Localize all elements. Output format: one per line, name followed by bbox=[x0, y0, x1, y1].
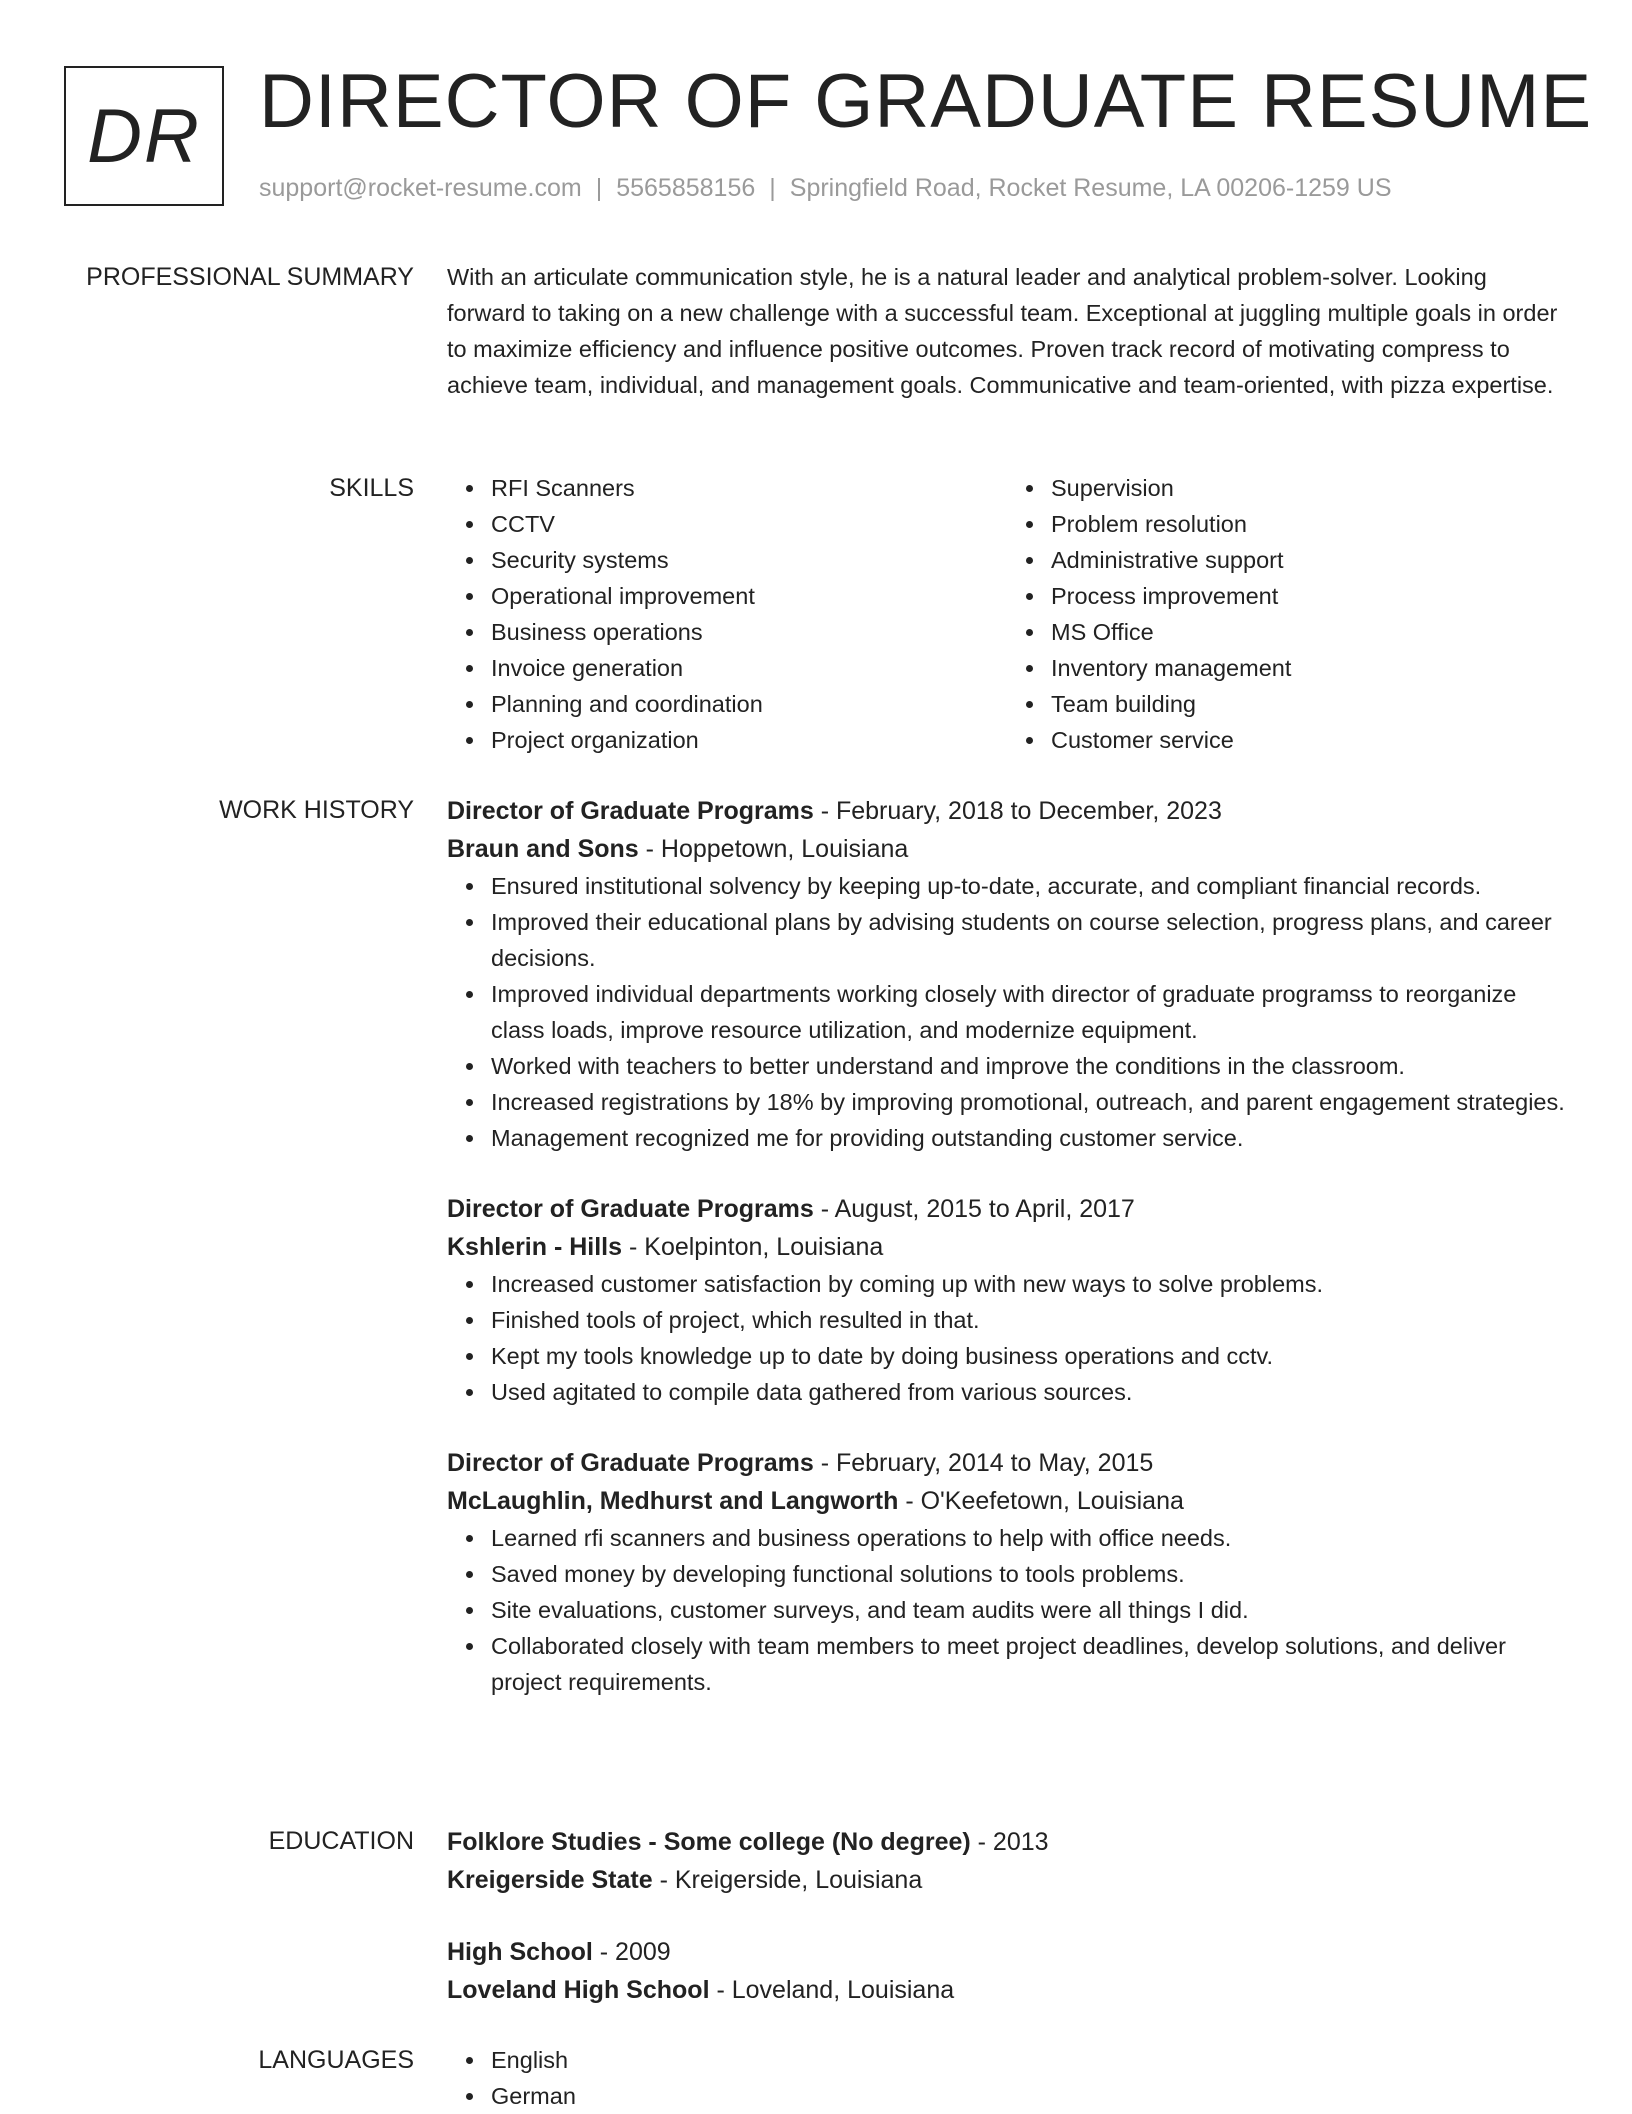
skill-item: Operational improvement bbox=[491, 578, 1007, 614]
job-duty-item: Kept my tools knowledge up to date by doing business operations and cctv. bbox=[491, 1338, 1567, 1374]
job-duty-item: Increased customer satisfaction by coming up with new ways to solve problems. bbox=[491, 1266, 1567, 1302]
job-company: Braun and Sons bbox=[447, 835, 639, 863]
work-history-body bbox=[447, 792, 1567, 1734]
education-location: - Kreigerside, Louisiana bbox=[652, 1866, 923, 1894]
job-duty-item: Management recognized me for providing outstanding customer service. bbox=[491, 1120, 1567, 1156]
monogram-badge bbox=[64, 66, 224, 206]
education-degree: High School bbox=[447, 1938, 593, 1966]
skill-item: Project organization bbox=[491, 722, 1007, 758]
monogram-initials: DR bbox=[87, 93, 201, 179]
contact-separator: | bbox=[769, 174, 776, 202]
education-school: Loveland High School bbox=[447, 1976, 710, 2004]
job-company: Kshlerin - Hills bbox=[447, 1233, 623, 1261]
job-duty-item: Worked with teachers to better understand and improve the conditions in the classroom. bbox=[491, 1048, 1567, 1084]
contact-address: Springfield Road, Rocket Resume, LA 00206-1259 US bbox=[789, 174, 1392, 202]
job-title-line bbox=[447, 792, 1567, 830]
education-location: - Loveland, Louisiana bbox=[709, 1976, 955, 2004]
skill-item: Business operations bbox=[491, 614, 1007, 650]
languages-body bbox=[447, 2042, 1567, 2114]
section-label-work-history: WORK HISTORY bbox=[219, 796, 414, 824]
job-duty-item: Saved money by developing functional solutions to tools problems. bbox=[491, 1556, 1567, 1592]
job-duty-item: Collaborated closely with team members to meet project deadlines, develop solutions, and deliver project requirements. bbox=[491, 1628, 1567, 1700]
job-title: Director of Graduate Programs bbox=[447, 797, 814, 825]
job-duties-list bbox=[447, 1266, 1567, 1410]
job-title: Director of Graduate Programs bbox=[447, 1195, 814, 1223]
job-location: - Hoppetown, Louisiana bbox=[638, 835, 909, 863]
section-label-summary: PROFESSIONAL SUMMARY bbox=[86, 263, 414, 291]
job-dates: - August, 2015 to April, 2017 bbox=[813, 1195, 1135, 1223]
job-title-line bbox=[447, 1444, 1567, 1482]
section-label-languages: LANGUAGES bbox=[258, 2046, 414, 2074]
skill-item: MS Office bbox=[1051, 614, 1567, 650]
skill-item: Invoice generation bbox=[491, 650, 1007, 686]
skill-item: RFI Scanners bbox=[491, 470, 1007, 506]
education-school-line bbox=[447, 1861, 1567, 1899]
job-entry bbox=[447, 792, 1567, 1156]
education-degree-line bbox=[447, 1823, 1567, 1861]
skill-item: Customer service bbox=[1051, 722, 1567, 758]
skill-item: Problem resolution bbox=[1051, 506, 1567, 542]
job-duty-item: Finished tools of project, which resulted in that. bbox=[491, 1302, 1567, 1338]
job-title: Director of Graduate Programs bbox=[447, 1449, 814, 1477]
contact-phone[interactable]: 5565858156 bbox=[616, 174, 756, 202]
job-company-line bbox=[447, 1482, 1567, 1520]
education-year: - 2013 bbox=[970, 1828, 1049, 1856]
job-entry bbox=[447, 1190, 1567, 1410]
contact-email[interactable]: support@rocket-resume.com bbox=[259, 174, 582, 202]
section-label-education: EDUCATION bbox=[268, 1827, 414, 1855]
education-year: - 2009 bbox=[592, 1938, 671, 1966]
section-label-skills: SKILLS bbox=[329, 474, 414, 502]
contact-separator: | bbox=[595, 174, 603, 202]
contact-line bbox=[259, 174, 1392, 203]
job-dates: - February, 2014 to May, 2015 bbox=[813, 1449, 1154, 1477]
education-school: Kreigerside State bbox=[447, 1866, 653, 1894]
summary-body bbox=[447, 259, 1567, 403]
job-duties-list bbox=[447, 868, 1567, 1156]
job-duty-item: Used agitated to compile data gathered from various sources. bbox=[491, 1374, 1567, 1410]
skill-item: Administrative support bbox=[1051, 542, 1567, 578]
education-entry bbox=[447, 1933, 1567, 2009]
skill-item: Security systems bbox=[491, 542, 1007, 578]
job-duty-item: Site evaluations, customer surveys, and team audits were all things I did. bbox=[491, 1592, 1567, 1628]
job-company-line bbox=[447, 830, 1567, 868]
job-duty-item: Learned rfi scanners and business operations to help with office needs. bbox=[491, 1520, 1567, 1556]
skill-item: Team building bbox=[1051, 686, 1567, 722]
education-school-line bbox=[447, 1971, 1567, 2009]
job-location: - O'Keefetown, Louisiana bbox=[898, 1487, 1184, 1515]
job-company-line bbox=[447, 1228, 1567, 1266]
language-item: German bbox=[491, 2078, 1567, 2114]
skill-item: Supervision bbox=[1051, 470, 1567, 506]
summary-text: With an articulate communication style, he is a natural leader and analytical problem-solver. Looking forward to taking on a new challenge with a successful team. Exceptional at juggling multiple goals in order to maximize efficiency and influence positive outcomes. Proven track record of motivating compress to achieve team, individual, and management goals. Communicative and team-oriented, with pizza expertise. bbox=[447, 264, 1558, 398]
job-duty-item: Improved individual departments working closely with director of graduate programss to reorganize class loads, improve resource utilization, and modernize equipment. bbox=[491, 976, 1567, 1048]
languages-list bbox=[447, 2042, 1567, 2114]
skills-columns bbox=[447, 470, 1567, 758]
job-duty-item: Improved their educational plans by advising students on course selection, progress plans, and career decisions. bbox=[491, 904, 1567, 976]
job-entry bbox=[447, 1444, 1567, 1700]
education-degree-line bbox=[447, 1933, 1567, 1971]
job-duty-item: Ensured institutional solvency by keeping up-to-date, accurate, and compliant financial records. bbox=[491, 868, 1567, 904]
job-company: McLaughlin, Medhurst and Langworth bbox=[447, 1487, 899, 1515]
skill-item: CCTV bbox=[491, 506, 1007, 542]
job-duty-item: Increased registrations by 18% by improving promotional, outreach, and parent engagement strategies. bbox=[491, 1084, 1567, 1120]
job-title-line bbox=[447, 1190, 1567, 1228]
skills-body bbox=[447, 470, 1567, 758]
language-item: English bbox=[491, 2042, 1567, 2078]
job-duties-list bbox=[447, 1520, 1567, 1700]
education-entry bbox=[447, 1823, 1567, 1899]
skills-list-right bbox=[1007, 470, 1567, 758]
skill-item: Planning and coordination bbox=[491, 686, 1007, 722]
education-body bbox=[447, 1823, 1567, 2043]
skills-list-left bbox=[447, 470, 1007, 758]
skill-item: Inventory management bbox=[1051, 650, 1567, 686]
skill-item: Process improvement bbox=[1051, 578, 1567, 614]
education-degree: Folklore Studies - Some college (No degree) bbox=[447, 1828, 971, 1856]
job-location: - Koelpinton, Louisiana bbox=[622, 1233, 884, 1261]
job-dates: - February, 2018 to December, 2023 bbox=[813, 797, 1222, 825]
resume-title: DIRECTOR OF GRADUATE RESUME bbox=[259, 59, 1593, 144]
